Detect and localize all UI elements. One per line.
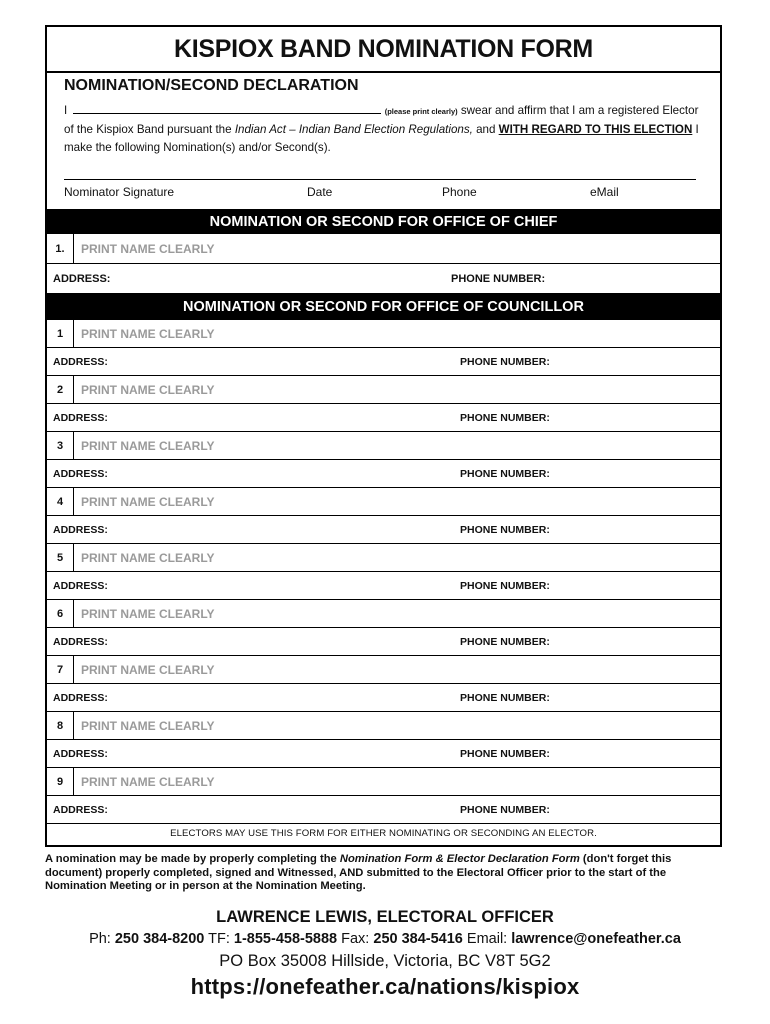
phone-number-label: PHONE NUMBER: — [460, 747, 550, 760]
signature-labels — [64, 185, 696, 201]
tf-label: TF: — [204, 931, 234, 947]
councillor-name-row[interactable] — [47, 544, 720, 572]
declaration-text-3: I make the following Nomination(s) and/or Second(s). — [64, 123, 699, 154]
address-label: ADDRESS: — [53, 467, 108, 480]
chief-heading: NOMINATION OR SECOND FOR OFFICE OF CHIEF — [47, 209, 720, 234]
phone-number-label: PHONE NUMBER: — [460, 803, 550, 816]
address-label: ADDRESS: — [53, 747, 108, 760]
councillor-address-row[interactable] — [47, 572, 720, 600]
phone-number-label: PHONE NUMBER: — [460, 691, 550, 704]
name-placeholder[interactable]: PRINT NAME CLEARLY — [81, 550, 215, 565]
councillor-name-row[interactable] — [47, 432, 720, 460]
contact-numbers — [0, 931, 770, 947]
instructions-form-name: Nomination Form & Elector Declaration Form — [339, 853, 580, 865]
form-title: KISPIOX BAND NOMINATION FORM — [47, 27, 720, 73]
instructions — [45, 853, 725, 894]
address-label: ADDRESS: — [53, 579, 108, 592]
electoral-officer: LAWRENCE LEWIS, ELECTORAL OFFICER — [216, 908, 554, 926]
chief-address-row[interactable] — [47, 264, 720, 294]
councillor-address-row[interactable] — [47, 628, 720, 656]
footer-note: ELECTORS MAY USE THIS FORM FOR EITHER NOMINATING OR SECONDING AN ELECTOR. — [170, 827, 597, 839]
nomination-form — [45, 25, 722, 847]
councillor-name-row[interactable] — [47, 768, 720, 796]
name-placeholder[interactable]: PRINT NAME CLEARLY — [81, 718, 215, 733]
indian-act-reference: Indian Act – Indian Band Election Regulations, — [234, 123, 473, 136]
name-placeholder[interactable]: PRINT NAME CLEARLY — [81, 241, 215, 256]
row-number: 4 — [47, 488, 74, 515]
instructions-text-2: (don't forget this document) properly completed, signed and Witnessed, AND submitted to the Electoral Officer prior to the start of the Nomination Meeting or in person at the Nomination Meeting. — [45, 853, 672, 892]
councillor-name-row[interactable] — [47, 712, 720, 740]
address-label: ADDRESS: — [53, 411, 108, 424]
address-label: ADDRESS: — [53, 523, 108, 536]
declaration-heading: NOMINATION/SECOND DECLARATION — [64, 77, 359, 94]
name-placeholder[interactable]: PRINT NAME CLEARLY — [81, 662, 215, 677]
signature-line[interactable] — [64, 179, 696, 180]
address-label: ADDRESS: — [53, 272, 111, 285]
councillor-heading: NOMINATION OR SECOND FOR OFFICE OF COUNCILLOR — [47, 294, 720, 320]
councillor-rows — [47, 320, 720, 824]
councillor-address-row[interactable] — [47, 796, 720, 824]
declaration-text-2: and — [472, 123, 499, 136]
address-label: ADDRESS: — [53, 355, 108, 368]
councillor-name-row[interactable] — [47, 656, 720, 684]
declaration-prefix: I — [64, 104, 68, 117]
phone-number-label: PHONE NUMBER: — [460, 523, 550, 536]
address-label: ADDRESS: — [53, 635, 108, 648]
councillor-name-row[interactable] — [47, 488, 720, 516]
chief-name-row[interactable] — [47, 234, 720, 264]
ph-label: Ph: — [89, 931, 115, 947]
website-link[interactable]: https://onefeather.ca/nations/kispiox — [190, 974, 580, 999]
councillor-address-row[interactable] — [47, 348, 720, 376]
date-label: Date — [307, 185, 333, 199]
with-regard-text: WITH REGARD TO THIS ELECTION — [498, 123, 693, 136]
toll-free-value: 1-855-458-5888 — [233, 931, 338, 947]
row-number: 2 — [47, 376, 74, 403]
declaration-text-1: swear and affirm that I am a registered Elector of the Kispiox Band pursuant the — [64, 104, 699, 136]
email-link[interactable]: lawrence@onefeather.ca — [511, 931, 681, 947]
name-placeholder[interactable]: PRINT NAME CLEARLY — [81, 326, 215, 341]
phone-number-label: PHONE NUMBER: — [460, 467, 550, 480]
row-number: 3 — [47, 432, 74, 459]
row-number: 6 — [47, 600, 74, 627]
councillor-address-row[interactable] — [47, 684, 720, 712]
email-label-contact: Email: — [462, 931, 512, 947]
phone-number-label: PHONE NUMBER: — [460, 579, 550, 592]
councillor-address-row[interactable] — [47, 460, 720, 488]
name-placeholder[interactable]: PRINT NAME CLEARLY — [81, 606, 215, 621]
row-number: 8 — [47, 712, 74, 739]
councillor-address-row[interactable] — [47, 516, 720, 544]
row-number: 5 — [47, 544, 74, 571]
mailing-address: PO Box 35008 Hillside, Victoria, BC V8T 5G2 — [219, 952, 551, 970]
phone-number-label: PHONE NUMBER: — [451, 272, 546, 285]
name-placeholder[interactable]: PRINT NAME CLEARLY — [81, 494, 215, 509]
declaration-text — [64, 102, 704, 157]
councillor-section — [47, 294, 720, 824]
councillor-name-row[interactable] — [47, 376, 720, 404]
fax-label: Fax: — [337, 931, 374, 947]
councillor-name-row[interactable] — [47, 600, 720, 628]
row-number: 1 — [47, 320, 74, 347]
phone-number-label: PHONE NUMBER: — [460, 355, 550, 368]
row-number: 1. — [47, 234, 74, 263]
fax-value: 250 384-5416 — [373, 931, 463, 947]
name-placeholder[interactable]: PRINT NAME CLEARLY — [81, 382, 215, 397]
elector-name-field[interactable] — [73, 103, 381, 114]
address-label: ADDRESS: — [53, 803, 108, 816]
councillor-address-row[interactable] — [47, 740, 720, 768]
councillor-name-row[interactable] — [47, 320, 720, 348]
phone-number-label: PHONE NUMBER: — [460, 635, 550, 648]
councillor-address-row[interactable] — [47, 404, 720, 432]
phone-label: Phone — [442, 185, 477, 199]
row-number: 7 — [47, 656, 74, 683]
address-label: ADDRESS: — [53, 691, 108, 704]
name-placeholder[interactable]: PRINT NAME CLEARLY — [81, 438, 215, 453]
instructions-text-1: A nomination may be made by properly completing the — [45, 853, 340, 865]
chief-section — [47, 209, 720, 294]
phone-value: 250 384-8200 — [114, 931, 205, 947]
signature-label: Nominator Signature — [64, 185, 175, 199]
email-label: eMail — [590, 185, 619, 199]
print-clearly-note: (please print clearly) — [384, 107, 458, 116]
phone-number-label: PHONE NUMBER: — [460, 411, 550, 424]
name-placeholder[interactable]: PRINT NAME CLEARLY — [81, 774, 215, 789]
row-number: 9 — [47, 768, 74, 795]
